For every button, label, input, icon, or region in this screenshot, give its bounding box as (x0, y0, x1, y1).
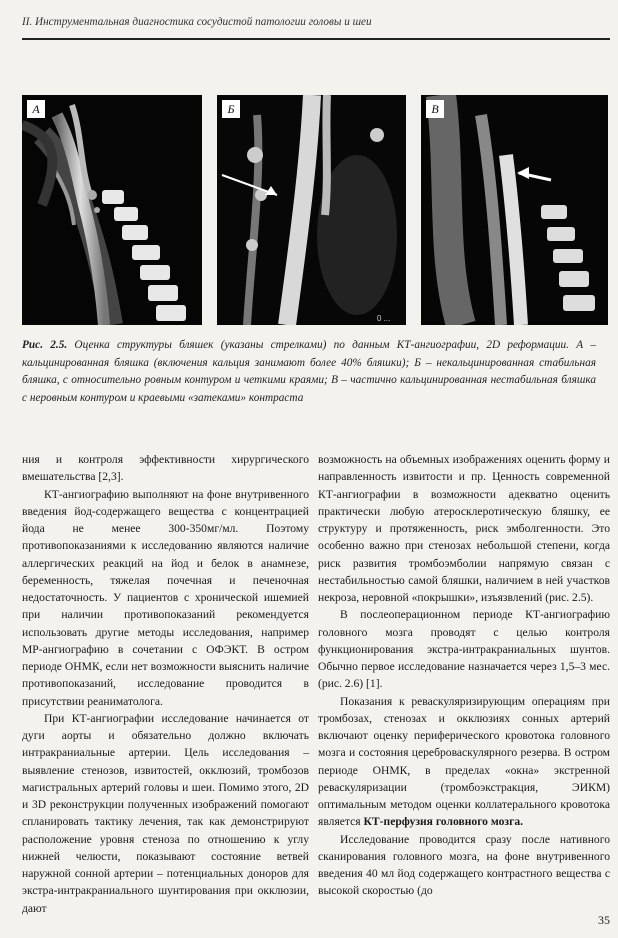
figure-panel-c (421, 95, 608, 325)
paragraph: Исследование проводится сразу после нативного сканирования головного мозга, на фоне внутривенного введения 40 мл йод содержащего контрастного вещества с высокой скоростью (до (318, 832, 610, 898)
right-column (318, 451, 610, 900)
paragraph: КТ-ангиографию выполняют на фоне внутривенного введения йод-содержащего вещества с концентрацией йода не менее 300-350мг/мл. Поэтому противопоказаниями к исследованию являются наличие аллергических реакций на йод и белок в анамнезе, беременность, тяжелая почечная и печеночная недостаточность. У пациентов с хронической ишемией при наличии противопоказаний рекомендуется использовать другие методы исследования, например МР-ангиографию в сочетании с ОФЭКТ. В остром периоде ОНМК, если нет возможности выяснить наличие противопоказаний, исследование проводится в присутствии реаниматолога. (22, 487, 309, 708)
figure-panel-b (217, 95, 406, 325)
figure-panel-a (22, 95, 202, 325)
paragraph: ния и контроля эффективности хирургического вмешательства [2,3]. (22, 453, 309, 484)
paragraph: возможность на объемных изображениях оценить форму и направленность извитости и пр. Ценность современной КТ-ангиографии в возможности адекватно оценить практически любую атеросклеротическую бляшку, ее структуру и протяженность, риск эмболгенности. Это особенно важно при стенозах небольшой степени, когда риск развития тромбоэмболии напрямую связан с нестабильностью самой бляшки, наличием в ней участков некроза, неровной «покрышки», изъязвлений (рис. 2.5). (318, 453, 610, 604)
panel-label-b: Б (222, 100, 240, 118)
paragraph-text: Показания к реваскуляризирующим операциям при тромбозах, стенозах и окклюзиях сонных артерий включают оценку периферического кровотока головного мозга и состояния цереброваскулярного резерва. В остром периоде ОНМК, в пределах «окна» экстренной реваскуляризации (тромбоэкстракция, ЭИКМ) оптимальным методом оценки коллатерального кровотока является (318, 694, 610, 829)
ct-angiography-image-c (421, 95, 608, 325)
running-head: II. Инструментальная диагностика сосудистой патологии головы и шеи (22, 16, 372, 28)
svg-text:0 ...: 0 ... (377, 314, 391, 323)
figure-caption-text: Оценка структуры бляшек (указаны стрелками) по данным КТ-ангиографии, 2D реформации. А – кальцинированная бляшка (включения кальция занимают более 40% бляшки); Б – некальцинированная стабильная бляшка, с относительно ровным контуром и четкими краями; В – частично кальцинированная нестабильная бляшка с неровным контуром и краевыми «затеками» контраста (22, 339, 596, 404)
panel-label-c: В (426, 100, 444, 118)
page-number: 35 (598, 913, 610, 927)
figure-caption (22, 337, 596, 407)
ct-angiography-image-b (217, 95, 406, 325)
paragraph (318, 693, 610, 831)
figure-caption-label: Рис. 2.5. (22, 339, 68, 351)
paragraph: При КТ-ангиографии исследование начинается от дуги аорты и обязательно должно включать интракраниальные артерии. Цель исследования – выявление стенозов, извитостей, окклюзий, тромбозов магистральных артерий головы и шеи. Помимо этого, 2D и 3D реконструкции полученных изображений помогают спланировать тактику лечения, так как демонстрируют расположение уровня стеноза по отношению к углу нижней челюсти, показывают состояние ветвей наружной сонной артерии – потенциальных доноров для экстра-интракраниального шунтирования при окклюзии, дают (22, 711, 309, 915)
bold-term: КТ-перфузия головного мозга. (363, 815, 524, 829)
left-column (22, 451, 309, 917)
panel-label-a: А (27, 100, 45, 118)
ct-angiography-image-a (22, 95, 202, 325)
header-rule (22, 38, 610, 40)
paragraph: В послеоперационном периоде КТ-ангиографию головного мозга проводят с целью контроля функционирования экстра-интракраниальных шунтов. Обычно первое исследование назначается через 1,5–3 мес. (рис. 2.6) [1]. (318, 608, 610, 691)
